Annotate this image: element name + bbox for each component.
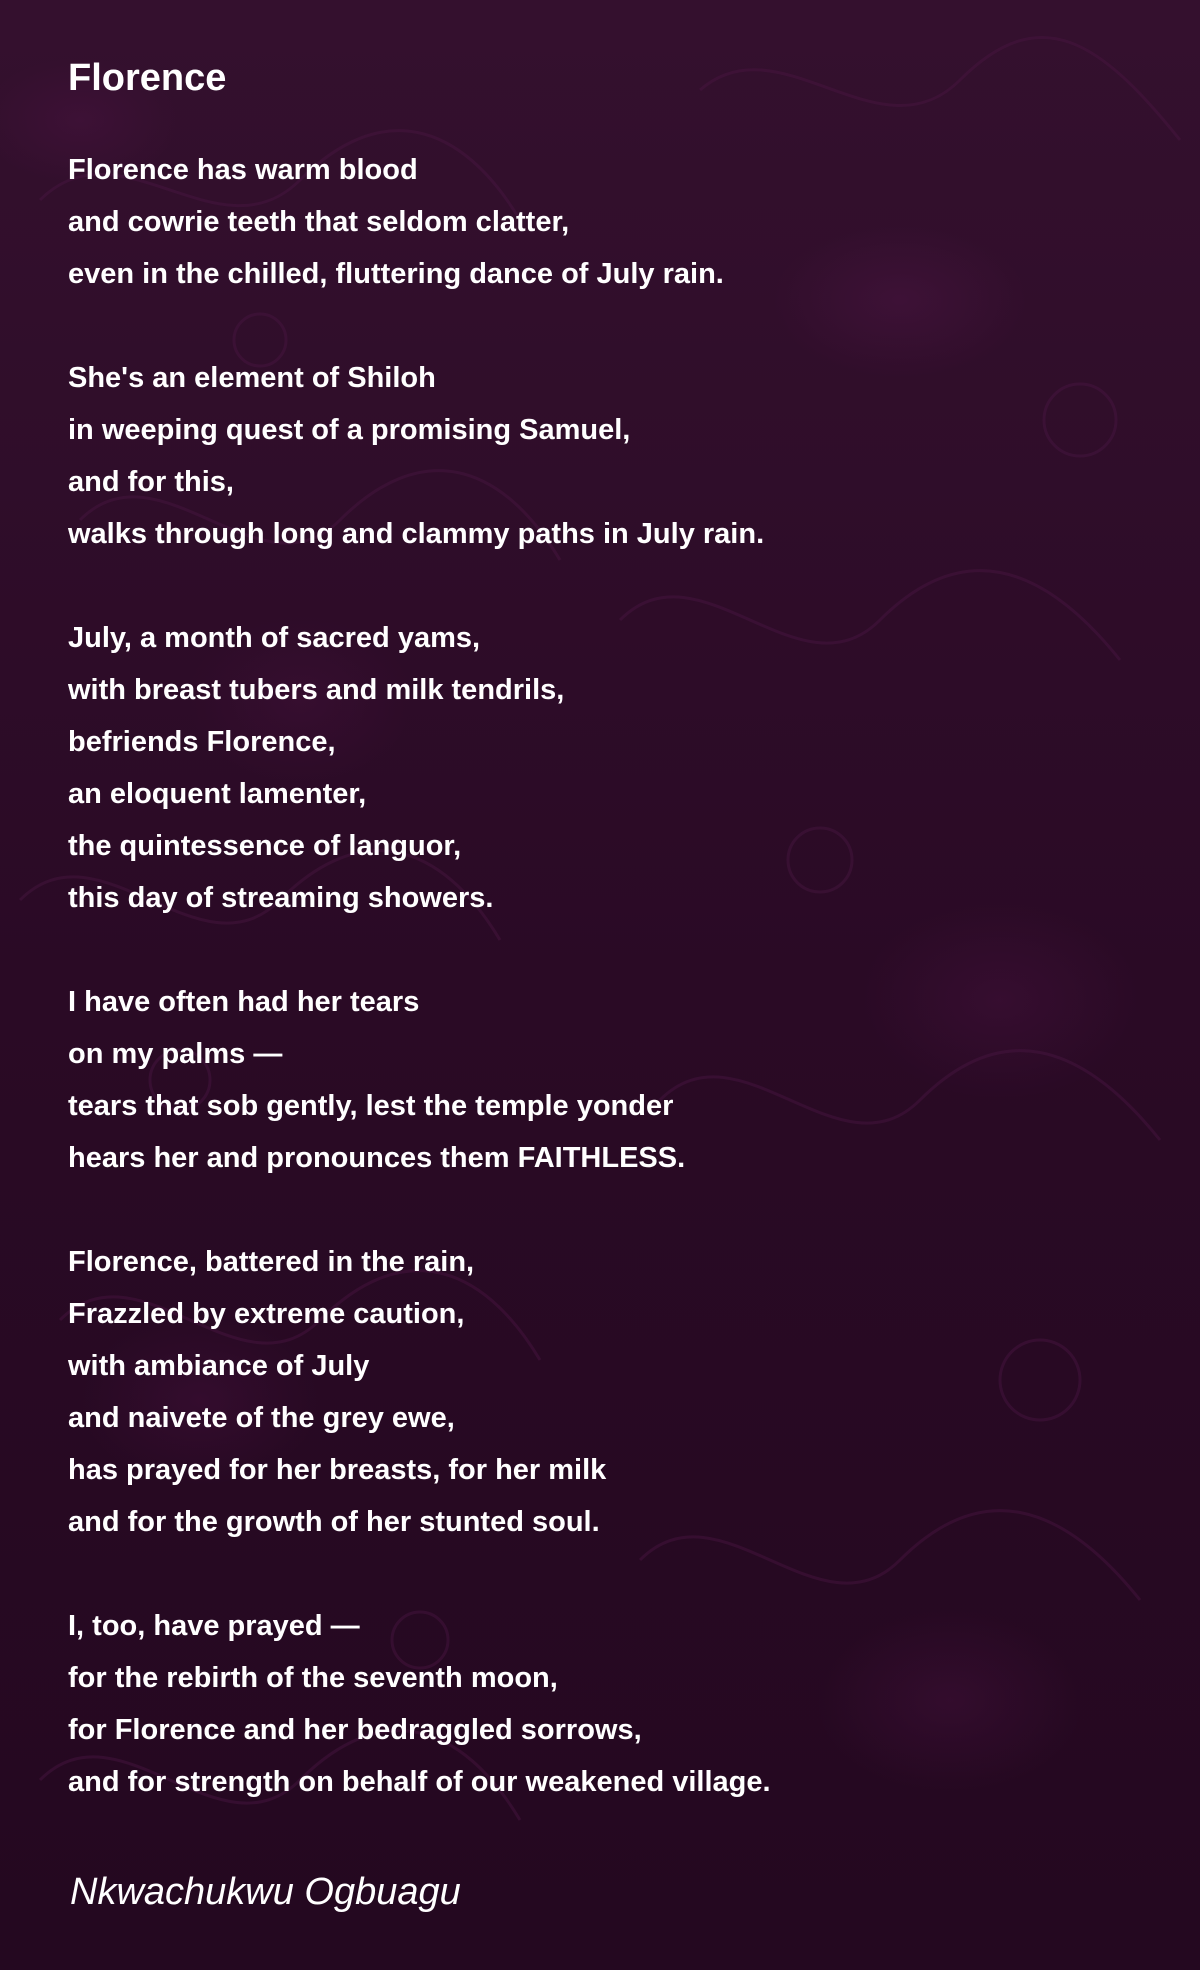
stanza [68,1236,1148,1548]
stanza [68,352,1148,560]
poem-line: on my palms — [68,1038,283,1070]
poem-line: for the rebirth of the seventh moon, [68,1662,558,1694]
poem-title: Florence [68,57,227,99]
stanza [68,144,1148,300]
poem-line: and for strength on behalf of our weakened village. [68,1766,771,1798]
poem-container [68,48,1148,1860]
poem-line: and for the growth of her stunted soul. [68,1506,600,1538]
poem-line: and for this, [68,466,234,498]
stanza [68,976,1148,1184]
poem-line: has prayed for her breasts, for her milk [68,1454,607,1486]
poem-line: hears her and pronounces them FAITHLESS. [68,1142,686,1174]
poem-line: Florence has warm blood [68,154,418,186]
poem-line: I, too, have prayed — [68,1610,360,1642]
poem-author: Nkwachukwu Ogbuagu [70,1871,461,1913]
poem-line: in weeping quest of a promising Samuel, [68,414,631,446]
stanza [68,612,1148,924]
poem-line: I have often had her tears [68,986,420,1018]
stanza [68,1600,1148,1808]
poem-line: even in the chilled, fluttering dance of July rain. [68,258,724,290]
poem-line: Frazzled by extreme caution, [68,1298,465,1330]
poem-line: this day of streaming showers. [68,882,494,914]
poem-line: tears that sob gently, lest the temple yonder [68,1090,674,1122]
poem-line: befriends Florence, [68,726,336,758]
poem-line: July, a month of sacred yams, [68,622,481,654]
poem-line: an eloquent lamenter, [68,778,367,810]
poem-line: with ambiance of July [68,1350,370,1382]
poem-line: with breast tubers and milk tendrils, [68,674,565,706]
poem-line: Florence, battered in the rain, [68,1246,475,1278]
poem-line: the quintessence of languor, [68,830,462,862]
poem-line: She's an element of Shiloh [68,362,436,394]
poem-line: walks through long and clammy paths in July rain. [68,518,765,550]
poem-line: and cowrie teeth that seldom clatter, [68,206,570,238]
poem-line: for Florence and her bedraggled sorrows, [68,1714,642,1746]
poem-line: and naivete of the grey ewe, [68,1402,455,1434]
